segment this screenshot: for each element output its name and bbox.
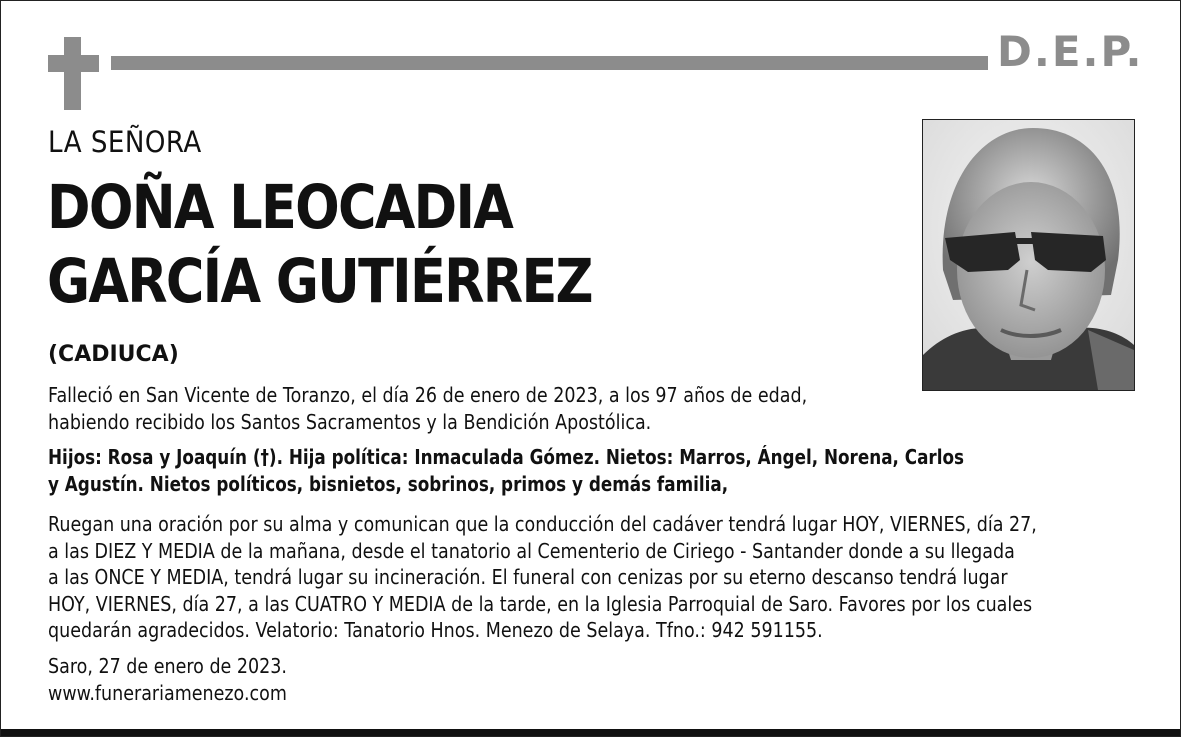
family-list xyxy=(48,444,964,497)
death-notice-line: Falleció en San Vicente de Toranzo, el día 26 de enero de 2023, a los 97 años de edad, xyxy=(48,383,808,407)
dep-heading: D.E.P. xyxy=(997,27,1144,76)
ceremony-line: Ruegan una oración por su alma y comunican que la conducción del cadáver tendrá lugar HOY, VIERNES, día 27, xyxy=(48,512,1037,536)
ceremony-line: a las ONCE Y MEDIA, tendrá lugar su incineración. El funeral con cenizas por su eterno descanso tendrá lugar xyxy=(48,565,1008,589)
family-line: y Agustín. Nietos políticos, bisnietos, sobrinos, primos y demás familia, xyxy=(48,471,729,496)
deceased-name xyxy=(47,171,592,320)
portrait-photo xyxy=(922,119,1135,391)
cross-icon xyxy=(64,37,81,110)
portrait-image xyxy=(923,120,1134,390)
deceased-name-line1: DOÑA LEOCADIA xyxy=(47,172,513,243)
footer xyxy=(48,653,287,706)
ceremony-line: a las DIEZ Y MEDIA de la mañana, desde el tanatorio al Cementerio de Ciriego - Santander donde a su llegada xyxy=(48,538,1015,563)
website-link[interactable]: www.funerariamenezo.com xyxy=(48,680,287,705)
cross-icon-bar xyxy=(48,55,99,72)
death-notice xyxy=(48,382,807,435)
deceased-name-line2: GARCÍA GUTIÉRREZ xyxy=(47,246,592,318)
ceremony-line: quedarán agradecidos. Velatorio: Tanatorio Hnos. Menezo de Selaya. Tfno.: 942 591155. xyxy=(48,618,823,642)
deceased-prefix: LA SEÑORA xyxy=(48,125,202,159)
family-line: Hijos: Rosa y Joaquín (†). Hija política: Inmaculada Gómez. Nietos: Marros, Ángel, Norena, Carlos xyxy=(48,445,965,469)
deceased-alias: (CADIUCA) xyxy=(48,342,179,367)
bottom-rule xyxy=(1,729,1180,736)
death-notice-line: habiendo recibido los Santos Sacramentos y la Bendición Apostólica. xyxy=(48,409,652,434)
header-rule xyxy=(111,56,988,70)
ceremony-line: HOY, VIERNES, día 27, a las CUATRO Y MEDIA de la tarde, en la Iglesia Parroquial de Saro. Favores por los cuales xyxy=(48,591,1033,616)
place-date: Saro, 27 de enero de 2023. xyxy=(48,654,287,678)
ceremony-details xyxy=(48,511,1037,644)
